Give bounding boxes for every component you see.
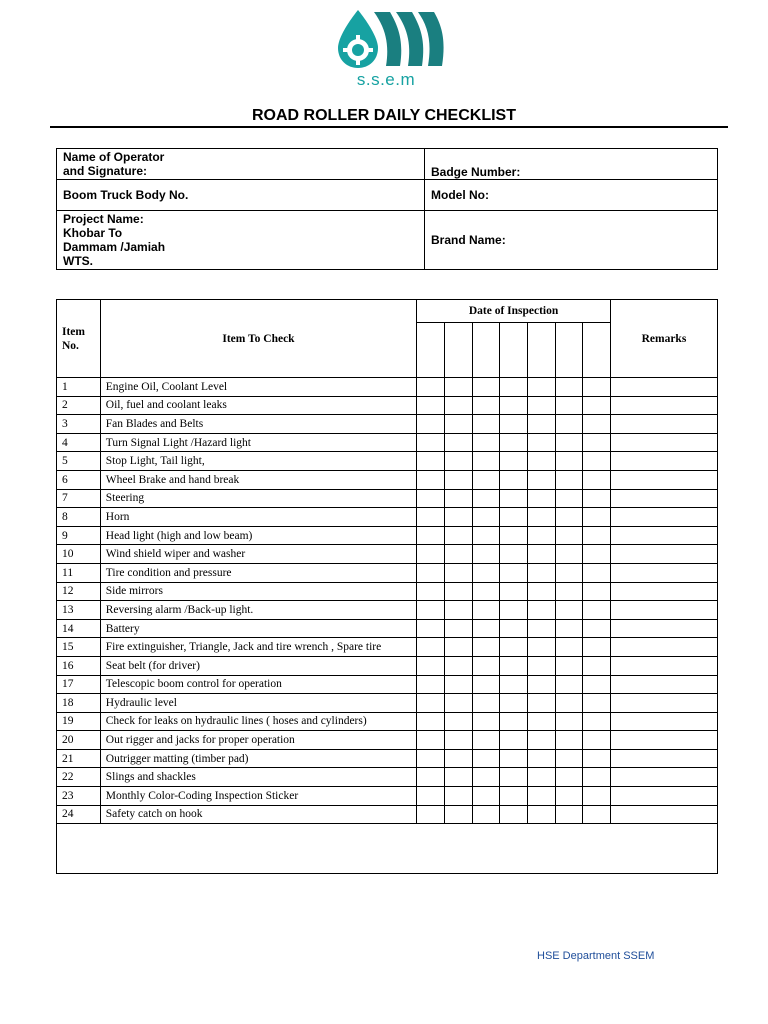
remarks-cell[interactable] [610, 675, 717, 694]
inspection-cell[interactable] [583, 787, 611, 806]
inspection-cell[interactable] [555, 619, 583, 638]
page-title: ROAD ROLLER DAILY CHECKLIST [251, 107, 516, 124]
inspection-cell[interactable] [500, 712, 528, 731]
col-date-of-inspection: Date of Inspection [417, 300, 611, 323]
item-to-check: Out rigger and jacks for proper operation [100, 731, 416, 750]
inspection-cell[interactable] [472, 433, 500, 452]
inspection-cell[interactable] [555, 378, 583, 397]
inspection-cell[interactable] [527, 749, 555, 768]
inspection-cell[interactable] [555, 508, 583, 527]
remarks-cell[interactable] [610, 452, 717, 471]
inspection-cell[interactable] [555, 452, 583, 471]
checklist-row [57, 712, 718, 731]
inspection-cell[interactable] [417, 787, 445, 806]
inspection-cell[interactable] [417, 378, 445, 397]
inspection-cell[interactable] [444, 526, 472, 545]
inspection-cell[interactable] [417, 601, 445, 620]
checklist-row [57, 768, 718, 787]
item-to-check: Monthly Color-Coding Inspection Sticker [100, 787, 416, 806]
item-to-check: Stop Light, Tail light, [100, 452, 416, 471]
item-number: 10 [57, 545, 101, 564]
item-number: 2 [57, 396, 101, 415]
blank-row [57, 824, 718, 874]
item-number: 16 [57, 656, 101, 675]
inspection-cell[interactable] [527, 638, 555, 657]
inspection-cell[interactable] [555, 638, 583, 657]
inspection-cell[interactable] [555, 768, 583, 787]
checklist-row [57, 489, 718, 508]
inspection-cell[interactable] [500, 787, 528, 806]
inspection-cell[interactable] [444, 470, 472, 489]
col-item-to-check: Item To Check [100, 300, 416, 378]
checklist-row [57, 415, 718, 434]
remarks-cell[interactable] [610, 619, 717, 638]
checklist-row [57, 378, 718, 397]
item-to-check: Horn [100, 508, 416, 527]
inspection-cell[interactable] [444, 768, 472, 787]
inspection-cell[interactable] [527, 805, 555, 824]
item-to-check: Tire condition and pressure [100, 563, 416, 582]
inspection-cell[interactable] [444, 545, 472, 564]
inspection-cell[interactable] [472, 489, 500, 508]
checklist-row [57, 470, 718, 489]
inspection-cell[interactable] [555, 545, 583, 564]
remarks-cell[interactable] [610, 378, 717, 397]
date-header-cell[interactable] [555, 323, 583, 378]
item-to-check: Side mirrors [100, 582, 416, 601]
inspection-cell[interactable] [527, 582, 555, 601]
inspection-cell[interactable] [555, 433, 583, 452]
item-number: 4 [57, 433, 101, 452]
inspection-cell[interactable] [444, 694, 472, 713]
inspection-cell[interactable] [444, 489, 472, 508]
inspection-cell[interactable] [583, 712, 611, 731]
item-to-check: Safety catch on hook [100, 805, 416, 824]
item-to-check: Outrigger matting (timber pad) [100, 749, 416, 768]
checklist-body [57, 378, 718, 874]
inspection-cell[interactable] [500, 433, 528, 452]
remarks-cell[interactable] [610, 545, 717, 564]
inspection-cell[interactable] [527, 508, 555, 527]
inspection-cell[interactable] [444, 749, 472, 768]
inspection-cell[interactable] [555, 805, 583, 824]
inspection-cell[interactable] [500, 805, 528, 824]
item-number: 24 [57, 805, 101, 824]
item-to-check: Check for leaks on hydraulic lines ( hoses and cylinders) [100, 712, 416, 731]
inspection-cell[interactable] [583, 433, 611, 452]
inspection-cell[interactable] [583, 489, 611, 508]
inspection-cell[interactable] [444, 378, 472, 397]
inspection-cell[interactable] [417, 433, 445, 452]
inspection-cell[interactable] [472, 694, 500, 713]
inspection-cell[interactable] [500, 378, 528, 397]
inspection-cell[interactable] [472, 508, 500, 527]
checklist-row [57, 675, 718, 694]
inspection-cell[interactable] [472, 731, 500, 750]
remarks-cell[interactable] [610, 470, 717, 489]
inspection-cell[interactable] [472, 396, 500, 415]
remarks-cell[interactable] [610, 526, 717, 545]
item-to-check: Engine Oil, Coolant Level [100, 378, 416, 397]
inspection-cell[interactable] [555, 601, 583, 620]
inspection-cell[interactable] [417, 619, 445, 638]
inspection-cell[interactable] [555, 749, 583, 768]
item-to-check: Oil, fuel and coolant leaks [100, 396, 416, 415]
inspection-cell[interactable] [444, 563, 472, 582]
inspection-cell[interactable] [555, 787, 583, 806]
inspection-cell[interactable] [417, 545, 445, 564]
model-no-label: Model No: [425, 180, 718, 211]
item-number: 6 [57, 470, 101, 489]
inspection-cell[interactable] [500, 768, 528, 787]
inspection-cell[interactable] [583, 656, 611, 675]
inspection-cell[interactable] [583, 619, 611, 638]
inspection-cell[interactable] [500, 619, 528, 638]
inspection-cell[interactable] [583, 675, 611, 694]
inspection-cell[interactable] [417, 415, 445, 434]
col-remarks: Remarks [610, 300, 717, 378]
remarks-cell[interactable] [610, 805, 717, 824]
item-number: 3 [57, 415, 101, 434]
inspection-cell[interactable] [417, 749, 445, 768]
inspection-cell[interactable] [527, 452, 555, 471]
inspection-cell[interactable] [583, 638, 611, 657]
item-number: 17 [57, 675, 101, 694]
inspection-cell[interactable] [500, 731, 528, 750]
item-to-check: Fan Blades and Belts [100, 415, 416, 434]
inspection-cell[interactable] [527, 694, 555, 713]
inspection-cell[interactable] [583, 749, 611, 768]
operator-label: Name of Operator and Signature: [57, 149, 425, 180]
inspection-cell[interactable] [527, 656, 555, 675]
inspection-cell[interactable] [444, 805, 472, 824]
checklist-row [57, 563, 718, 582]
remarks-cell[interactable] [610, 563, 717, 582]
inspection-cell[interactable] [444, 619, 472, 638]
inspection-cell[interactable] [444, 582, 472, 601]
inspection-cell[interactable] [472, 805, 500, 824]
item-number: 20 [57, 731, 101, 750]
inspection-cell[interactable] [472, 582, 500, 601]
operator-info-table [56, 148, 718, 270]
inspection-cell[interactable] [417, 675, 445, 694]
inspection-cell[interactable] [527, 712, 555, 731]
inspection-cell[interactable] [417, 805, 445, 824]
inspection-cell[interactable] [500, 675, 528, 694]
inspection-cell[interactable] [555, 675, 583, 694]
inspection-cell[interactable] [417, 489, 445, 508]
inspection-cell[interactable] [527, 415, 555, 434]
inspection-cell[interactable] [527, 787, 555, 806]
item-to-check: Steering [100, 489, 416, 508]
inspection-cell[interactable] [583, 563, 611, 582]
inspection-cell[interactable] [583, 415, 611, 434]
inspection-cell[interactable] [555, 582, 583, 601]
inspection-cell[interactable] [527, 675, 555, 694]
inspection-cell[interactable] [500, 489, 528, 508]
inspection-cell[interactable] [417, 526, 445, 545]
remarks-cell[interactable] [610, 415, 717, 434]
badge-number-label: Badge Number: [425, 149, 718, 180]
checklist-row [57, 731, 718, 750]
inspection-cell[interactable] [527, 470, 555, 489]
col-item-no: Item No. [57, 300, 101, 378]
brand-name-label: Brand Name: [425, 211, 718, 270]
inspection-cell[interactable] [555, 415, 583, 434]
date-header-cell[interactable] [417, 323, 445, 378]
remarks-cell[interactable] [610, 731, 717, 750]
checklist-row [57, 656, 718, 675]
checklist-row [57, 638, 718, 657]
inspection-cell[interactable] [472, 675, 500, 694]
remarks-cell[interactable] [610, 656, 717, 675]
inspection-cell[interactable] [500, 601, 528, 620]
inspection-cell[interactable] [417, 563, 445, 582]
remarks-cell[interactable] [610, 489, 717, 508]
inspection-cell[interactable] [417, 396, 445, 415]
checklist-row [57, 545, 718, 564]
inspection-cell[interactable] [583, 526, 611, 545]
item-to-check: Head light (high and low beam) [100, 526, 416, 545]
inspection-cell[interactable] [527, 601, 555, 620]
project-name-label: Project Name: Khobar To Dammam /Jamiah WTS. [57, 211, 425, 270]
remarks-cell[interactable] [610, 712, 717, 731]
item-number: 15 [57, 638, 101, 657]
inspection-cell[interactable] [583, 508, 611, 527]
checklist-row [57, 582, 718, 601]
title-divider [50, 126, 728, 128]
inspection-cell[interactable] [444, 712, 472, 731]
item-number: 14 [57, 619, 101, 638]
checklist-table [56, 299, 718, 874]
checklist-row [57, 508, 718, 527]
footer-department: HSE Department SSEM [537, 950, 655, 962]
inspection-cell[interactable] [583, 452, 611, 471]
item-to-check: Wind shield wiper and washer [100, 545, 416, 564]
checklist-row [57, 601, 718, 620]
inspection-cell[interactable] [583, 378, 611, 397]
inspection-cell[interactable] [444, 415, 472, 434]
inspection-cell[interactable] [472, 470, 500, 489]
inspection-cell[interactable] [472, 787, 500, 806]
date-header-cell[interactable] [500, 323, 528, 378]
date-header-cell[interactable] [444, 323, 472, 378]
remarks-cell[interactable] [610, 396, 717, 415]
item-number: 11 [57, 563, 101, 582]
boom-truck-label: Boom Truck Body No. [57, 180, 425, 211]
inspection-cell[interactable] [500, 452, 528, 471]
inspection-cell[interactable] [555, 656, 583, 675]
checklist-row [57, 805, 718, 824]
inspection-cell[interactable] [472, 638, 500, 657]
checklist-row [57, 787, 718, 806]
inspection-cell[interactable] [444, 731, 472, 750]
remarks-cell[interactable] [610, 694, 717, 713]
remarks-cell[interactable] [610, 582, 717, 601]
item-to-check: Seat belt (for driver) [100, 656, 416, 675]
inspection-cell[interactable] [417, 731, 445, 750]
inspection-cell[interactable] [472, 452, 500, 471]
inspection-cell[interactable] [472, 712, 500, 731]
item-to-check: Telescopic boom control for operation [100, 675, 416, 694]
inspection-cell[interactable] [417, 470, 445, 489]
remarks-cell[interactable] [610, 601, 717, 620]
inspection-cell[interactable] [527, 619, 555, 638]
item-to-check: Hydraulic level [100, 694, 416, 713]
inspection-cell[interactable] [583, 545, 611, 564]
inspection-cell[interactable] [555, 526, 583, 545]
inspection-cell[interactable] [472, 545, 500, 564]
item-number: 21 [57, 749, 101, 768]
item-to-check: Battery [100, 619, 416, 638]
inspection-cell[interactable] [444, 452, 472, 471]
inspection-cell[interactable] [444, 656, 472, 675]
inspection-cell[interactable] [444, 508, 472, 527]
inspection-cell[interactable] [583, 694, 611, 713]
item-to-check: Wheel Brake and hand break [100, 470, 416, 489]
date-header-cell[interactable] [527, 323, 555, 378]
inspection-cell[interactable] [444, 433, 472, 452]
item-to-check: Reversing alarm /Back-up light. [100, 601, 416, 620]
inspection-cell[interactable] [500, 415, 528, 434]
inspection-cell[interactable] [527, 433, 555, 452]
date-header-cell[interactable] [472, 323, 500, 378]
item-number: 19 [57, 712, 101, 731]
inspection-cell[interactable] [583, 582, 611, 601]
inspection-cell[interactable] [500, 545, 528, 564]
inspection-cell[interactable] [527, 545, 555, 564]
inspection-cell[interactable] [527, 768, 555, 787]
inspection-cell[interactable] [444, 787, 472, 806]
item-number: 7 [57, 489, 101, 508]
item-number: 5 [57, 452, 101, 471]
item-to-check: Fire extinguisher, Triangle, Jack and tire wrench , Spare tire [100, 638, 416, 657]
inspection-cell[interactable] [500, 582, 528, 601]
inspection-cell[interactable] [472, 768, 500, 787]
inspection-cell[interactable] [500, 470, 528, 489]
remarks-cell[interactable] [610, 638, 717, 657]
inspection-cell[interactable] [472, 415, 500, 434]
item-number: 12 [57, 582, 101, 601]
inspection-cell[interactable] [500, 694, 528, 713]
inspection-cell[interactable] [472, 619, 500, 638]
remarks-cell[interactable] [610, 433, 717, 452]
inspection-cell[interactable] [417, 656, 445, 675]
inspection-cell[interactable] [417, 452, 445, 471]
inspection-cell[interactable] [583, 396, 611, 415]
inspection-cell[interactable] [417, 582, 445, 601]
inspection-cell[interactable] [527, 731, 555, 750]
inspection-cell[interactable] [583, 768, 611, 787]
inspection-cell[interactable] [583, 601, 611, 620]
inspection-cell[interactable] [500, 508, 528, 527]
inspection-cell[interactable] [555, 712, 583, 731]
checklist-row [57, 619, 718, 638]
item-number: 8 [57, 508, 101, 527]
item-number: 13 [57, 601, 101, 620]
inspection-cell[interactable] [417, 768, 445, 787]
inspection-cell[interactable] [417, 694, 445, 713]
item-number: 23 [57, 787, 101, 806]
inspection-cell[interactable] [472, 656, 500, 675]
date-header-cell[interactable] [583, 323, 611, 378]
inspection-cell[interactable] [472, 601, 500, 620]
inspection-cell[interactable] [555, 396, 583, 415]
inspection-cell[interactable] [555, 489, 583, 508]
blank-cell[interactable] [57, 824, 718, 874]
inspection-cell[interactable] [444, 675, 472, 694]
inspection-cell[interactable] [527, 489, 555, 508]
item-to-check: Turn Signal Light /Hazard light [100, 433, 416, 452]
inspection-cell[interactable] [444, 601, 472, 620]
logo-mark [338, 10, 444, 68]
inspection-cell[interactable] [500, 396, 528, 415]
inspection-cell[interactable] [417, 508, 445, 527]
checklist-row [57, 452, 718, 471]
inspection-cell[interactable] [500, 563, 528, 582]
logo-text: s.s.e.m [356, 70, 416, 89]
inspection-cell[interactable] [555, 694, 583, 713]
inspection-cell[interactable] [472, 378, 500, 397]
remarks-cell[interactable] [610, 768, 717, 787]
inspection-cell[interactable] [583, 731, 611, 750]
inspection-cell[interactable] [583, 470, 611, 489]
inspection-cell[interactable] [417, 712, 445, 731]
checklist-row [57, 694, 718, 713]
inspection-cell[interactable] [527, 396, 555, 415]
inspection-cell[interactable] [527, 563, 555, 582]
checklist-row [57, 526, 718, 545]
inspection-cell[interactable] [444, 638, 472, 657]
remarks-cell[interactable] [610, 749, 717, 768]
item-number: 1 [57, 378, 101, 397]
inspection-cell[interactable] [555, 563, 583, 582]
inspection-cell[interactable] [555, 470, 583, 489]
inspection-cell[interactable] [444, 396, 472, 415]
item-number: 9 [57, 526, 101, 545]
item-to-check: Slings and shackles [100, 768, 416, 787]
item-number: 18 [57, 694, 101, 713]
inspection-cell[interactable] [555, 731, 583, 750]
inspection-cell[interactable] [500, 638, 528, 657]
remarks-cell[interactable] [610, 508, 717, 527]
inspection-cell[interactable] [472, 749, 500, 768]
inspection-cell[interactable] [583, 805, 611, 824]
inspection-cell[interactable] [500, 526, 528, 545]
remarks-cell[interactable] [610, 787, 717, 806]
inspection-cell[interactable] [527, 526, 555, 545]
inspection-cell[interactable] [500, 749, 528, 768]
item-number: 22 [57, 768, 101, 787]
inspection-cell[interactable] [527, 378, 555, 397]
checklist-row [57, 433, 718, 452]
inspection-cell[interactable] [417, 638, 445, 657]
checklist-row [57, 749, 718, 768]
inspection-cell[interactable] [472, 563, 500, 582]
checklist-row [57, 396, 718, 415]
inspection-cell[interactable] [500, 656, 528, 675]
inspection-cell[interactable] [472, 526, 500, 545]
